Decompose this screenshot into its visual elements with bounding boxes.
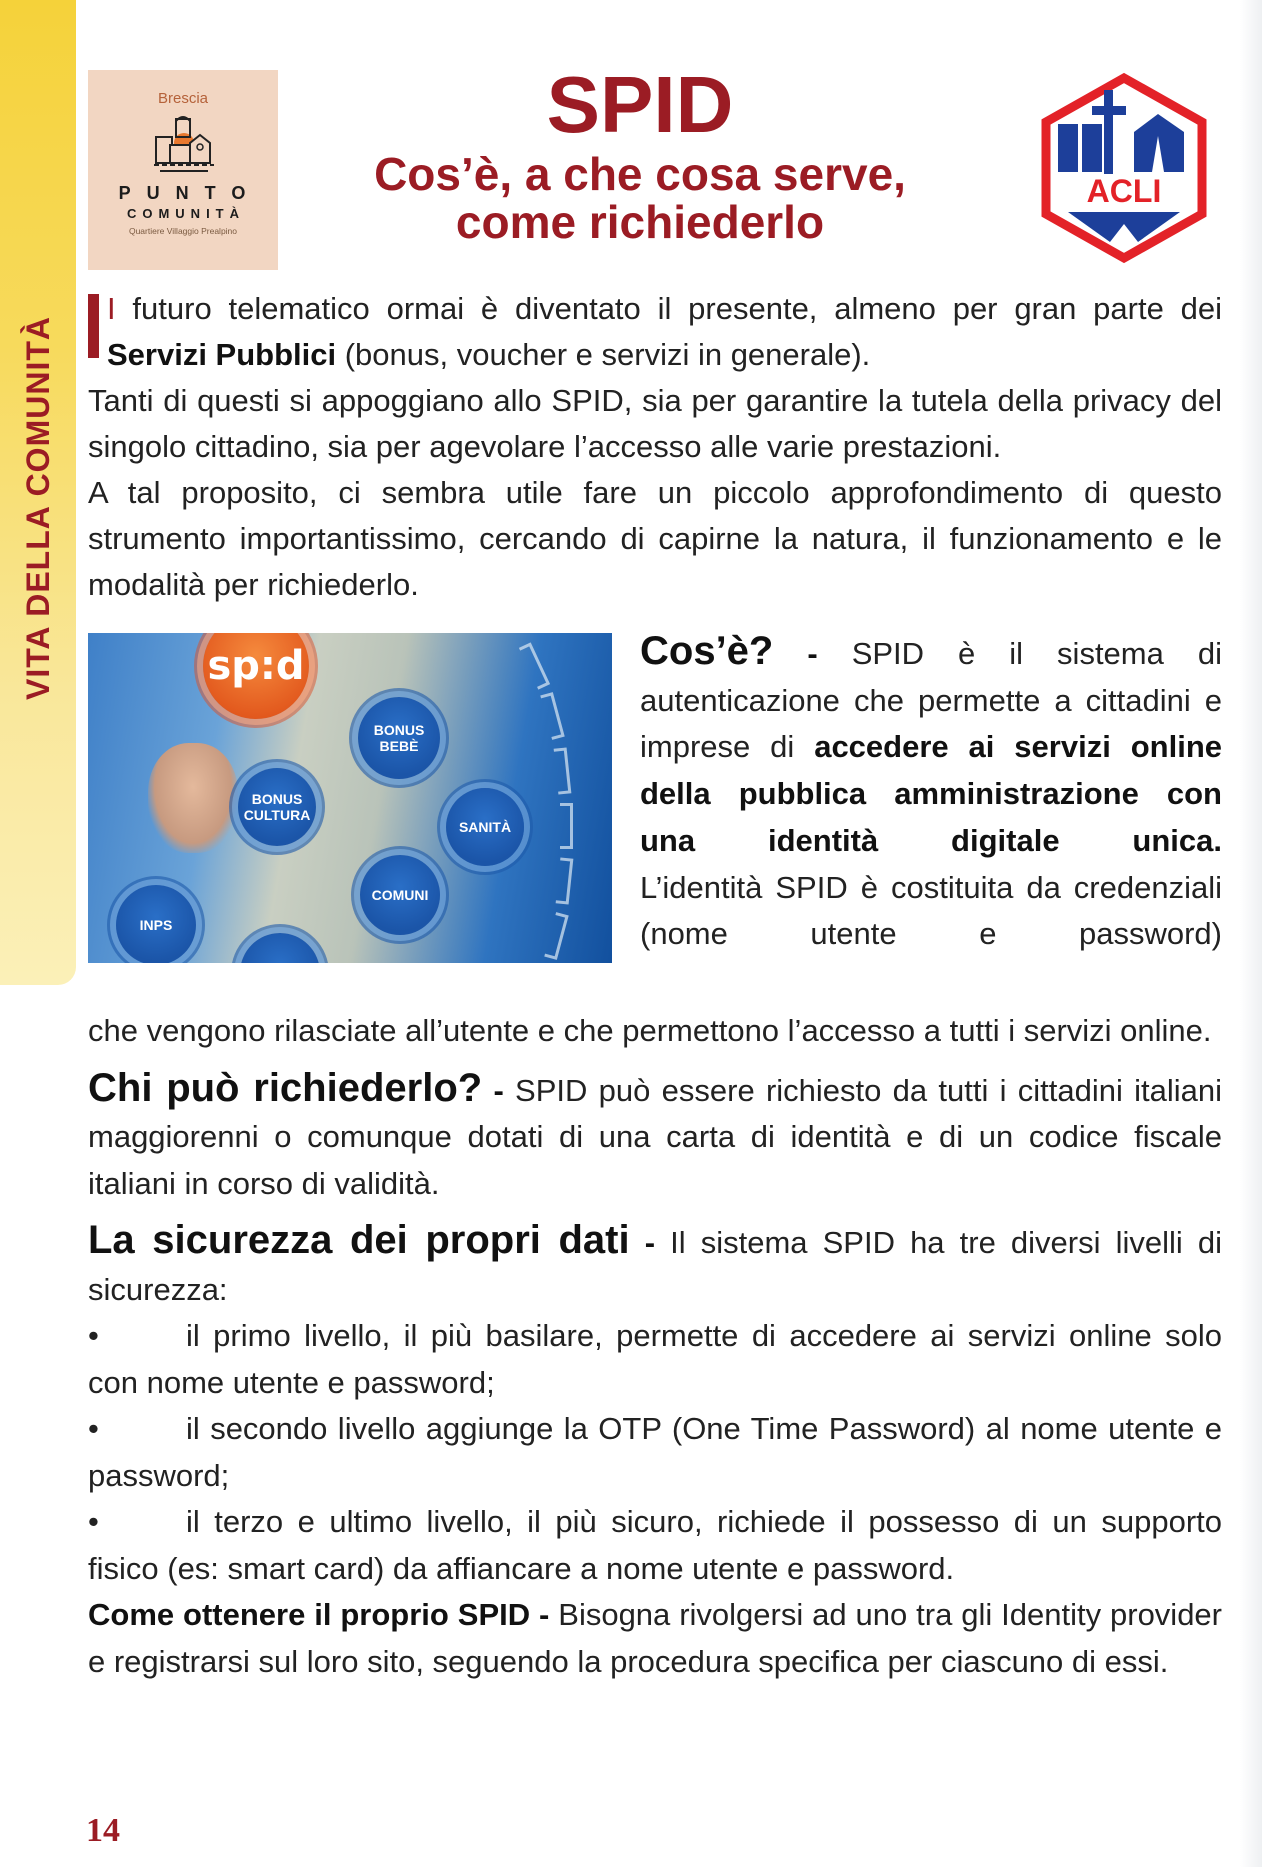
section-side-strip xyxy=(0,0,76,985)
bullet-icon: • xyxy=(88,1504,99,1539)
bullet-item xyxy=(88,1313,1222,1406)
cose-continuation: che vengono rilasciate all’utente e che permettono l’accesso a tutti i servizi online. xyxy=(88,1013,1212,1048)
heading-come: Come ottenere il proprio SPID xyxy=(88,1597,531,1632)
logo-line-quartiere: Quartiere Villaggio Prealpino xyxy=(128,226,238,236)
logo-line-comunita: COMUNITÀ xyxy=(126,206,246,221)
intro-bold-servizi: Servizi Pubblici xyxy=(107,337,337,372)
title-main: SPID xyxy=(546,60,734,149)
heading-dash: - xyxy=(773,636,852,671)
node-inps: INPS xyxy=(116,885,196,963)
chi-text: SPID può essere richiesto da tutti i cittadini italiani maggiorenni o comunque dotati di una carta di identità e di un codice fiscale italiani in corso di validità. xyxy=(88,1072,1222,1201)
intro-paragraph-2: Tanti di questi si appoggiano allo SPID, sia per garantire la tutela della privacy del singolo cittadino, sia per agevolare l’accesso alle varie prestazioni. xyxy=(88,383,1222,464)
bracket-mark xyxy=(544,912,568,960)
bullet-item xyxy=(88,1499,1222,1592)
page-edge-shadow xyxy=(1240,0,1262,1867)
title-sub-line-1: Cos’è, a che cosa serve, xyxy=(374,148,906,200)
intro-text-a: futuro telematico ormai è diventato il presente, almeno per gran parte dei xyxy=(115,291,1222,326)
acli-logo-icon xyxy=(1038,72,1210,264)
node-sanita: SANITÀ xyxy=(446,788,524,866)
bracket-mark xyxy=(556,857,574,904)
bullet-text: il primo livello, il più basilare, permette di accedere ai servizi online solo con nome utente e password; xyxy=(88,1318,1222,1400)
bullet-text: il terzo e ultimo livello, il più sicuro, richiede il possesso di un supporto fisico (es: smart card) da affiancare a nome utente e password. xyxy=(88,1504,1222,1586)
bracket-mark xyxy=(540,692,564,740)
come-text: Bisogna rivolgersi ad uno tra gli Identity provider e registrarsi sul loro sito, seguendo la procedura specifica per ciascuno di essi. xyxy=(88,1597,1222,1679)
bracket-mark xyxy=(554,747,572,794)
intro-paragraph-3: A tal proposito, ci sembra utile fare un piccolo approfondimento di questo strumento importantissimo, cercando di capirne la natura, il funzionamento e le modalità per richiederlo. xyxy=(88,475,1222,602)
section-sicurezza xyxy=(88,1217,1222,1313)
city-skyline-icon xyxy=(148,113,218,175)
bullet-item xyxy=(88,1406,1222,1499)
heading-sicurezza: La sicurezza dei propri dati xyxy=(88,1218,630,1262)
heading-dash: - xyxy=(530,1597,559,1632)
bullet-icon: • xyxy=(88,1411,99,1446)
bracket-mark xyxy=(560,803,573,849)
spid-node: sp:d xyxy=(203,633,309,719)
bracket-mark xyxy=(519,642,550,689)
pointing-hand xyxy=(148,743,238,853)
cose-text-a: SPID è il sistema di autenticazione che permette a cittadini e imprese di xyxy=(640,636,1222,765)
cose-text-b: L’identità SPID è costituita da credenziali (nome utente e password) xyxy=(640,869,1222,952)
acli-text: ACLI xyxy=(1086,173,1162,209)
logo-city: Brescia xyxy=(157,90,209,107)
node-bonus-bebe: BONUS BEBÈ xyxy=(358,697,440,779)
logo-line-punto: PUNTO xyxy=(118,183,262,203)
cose-bold-text: accedere ai servizi online della pubblica amministrazione con una identità digitale unica. xyxy=(640,729,1222,858)
section-chi xyxy=(88,1065,1222,1208)
bullet-icon: • xyxy=(88,1318,99,1353)
punto-comunita-logo xyxy=(88,70,278,270)
drop-cap-bar xyxy=(88,294,99,358)
node-comuni: COMUNI xyxy=(360,855,440,935)
drop-cap-letter: I xyxy=(107,291,116,326)
intro-paragraph xyxy=(88,286,1222,608)
heading-dash: - xyxy=(482,1072,516,1108)
section-come xyxy=(88,1592,1222,1685)
bullet-text: il secondo livello aggiunge la OTP (One Time Password) al nome utente e password; xyxy=(88,1411,1222,1493)
node-partial xyxy=(240,933,320,963)
intro-text-b: (bonus, voucher e servizi in generale). xyxy=(336,337,871,372)
heading-cose: Cos’è? xyxy=(640,629,774,673)
section-cose xyxy=(640,628,1222,958)
node-bonus-cultura: BONUS CULTURA xyxy=(238,768,316,846)
page-number: 14 xyxy=(86,1812,120,1849)
section-label: VITA DELLA COMUNITÀ xyxy=(20,316,56,700)
heading-chi: Chi può richiederlo? xyxy=(88,1065,483,1110)
sicurezza-text: Il sistema SPID ha tre diversi livelli di sicurezza: xyxy=(88,1225,1222,1307)
main-body xyxy=(88,1008,1222,1685)
page-title xyxy=(330,60,950,246)
spid-services-photo xyxy=(88,633,612,963)
title-sub-line-2: come richiederlo xyxy=(455,196,825,248)
heading-dash: - xyxy=(629,1225,671,1260)
